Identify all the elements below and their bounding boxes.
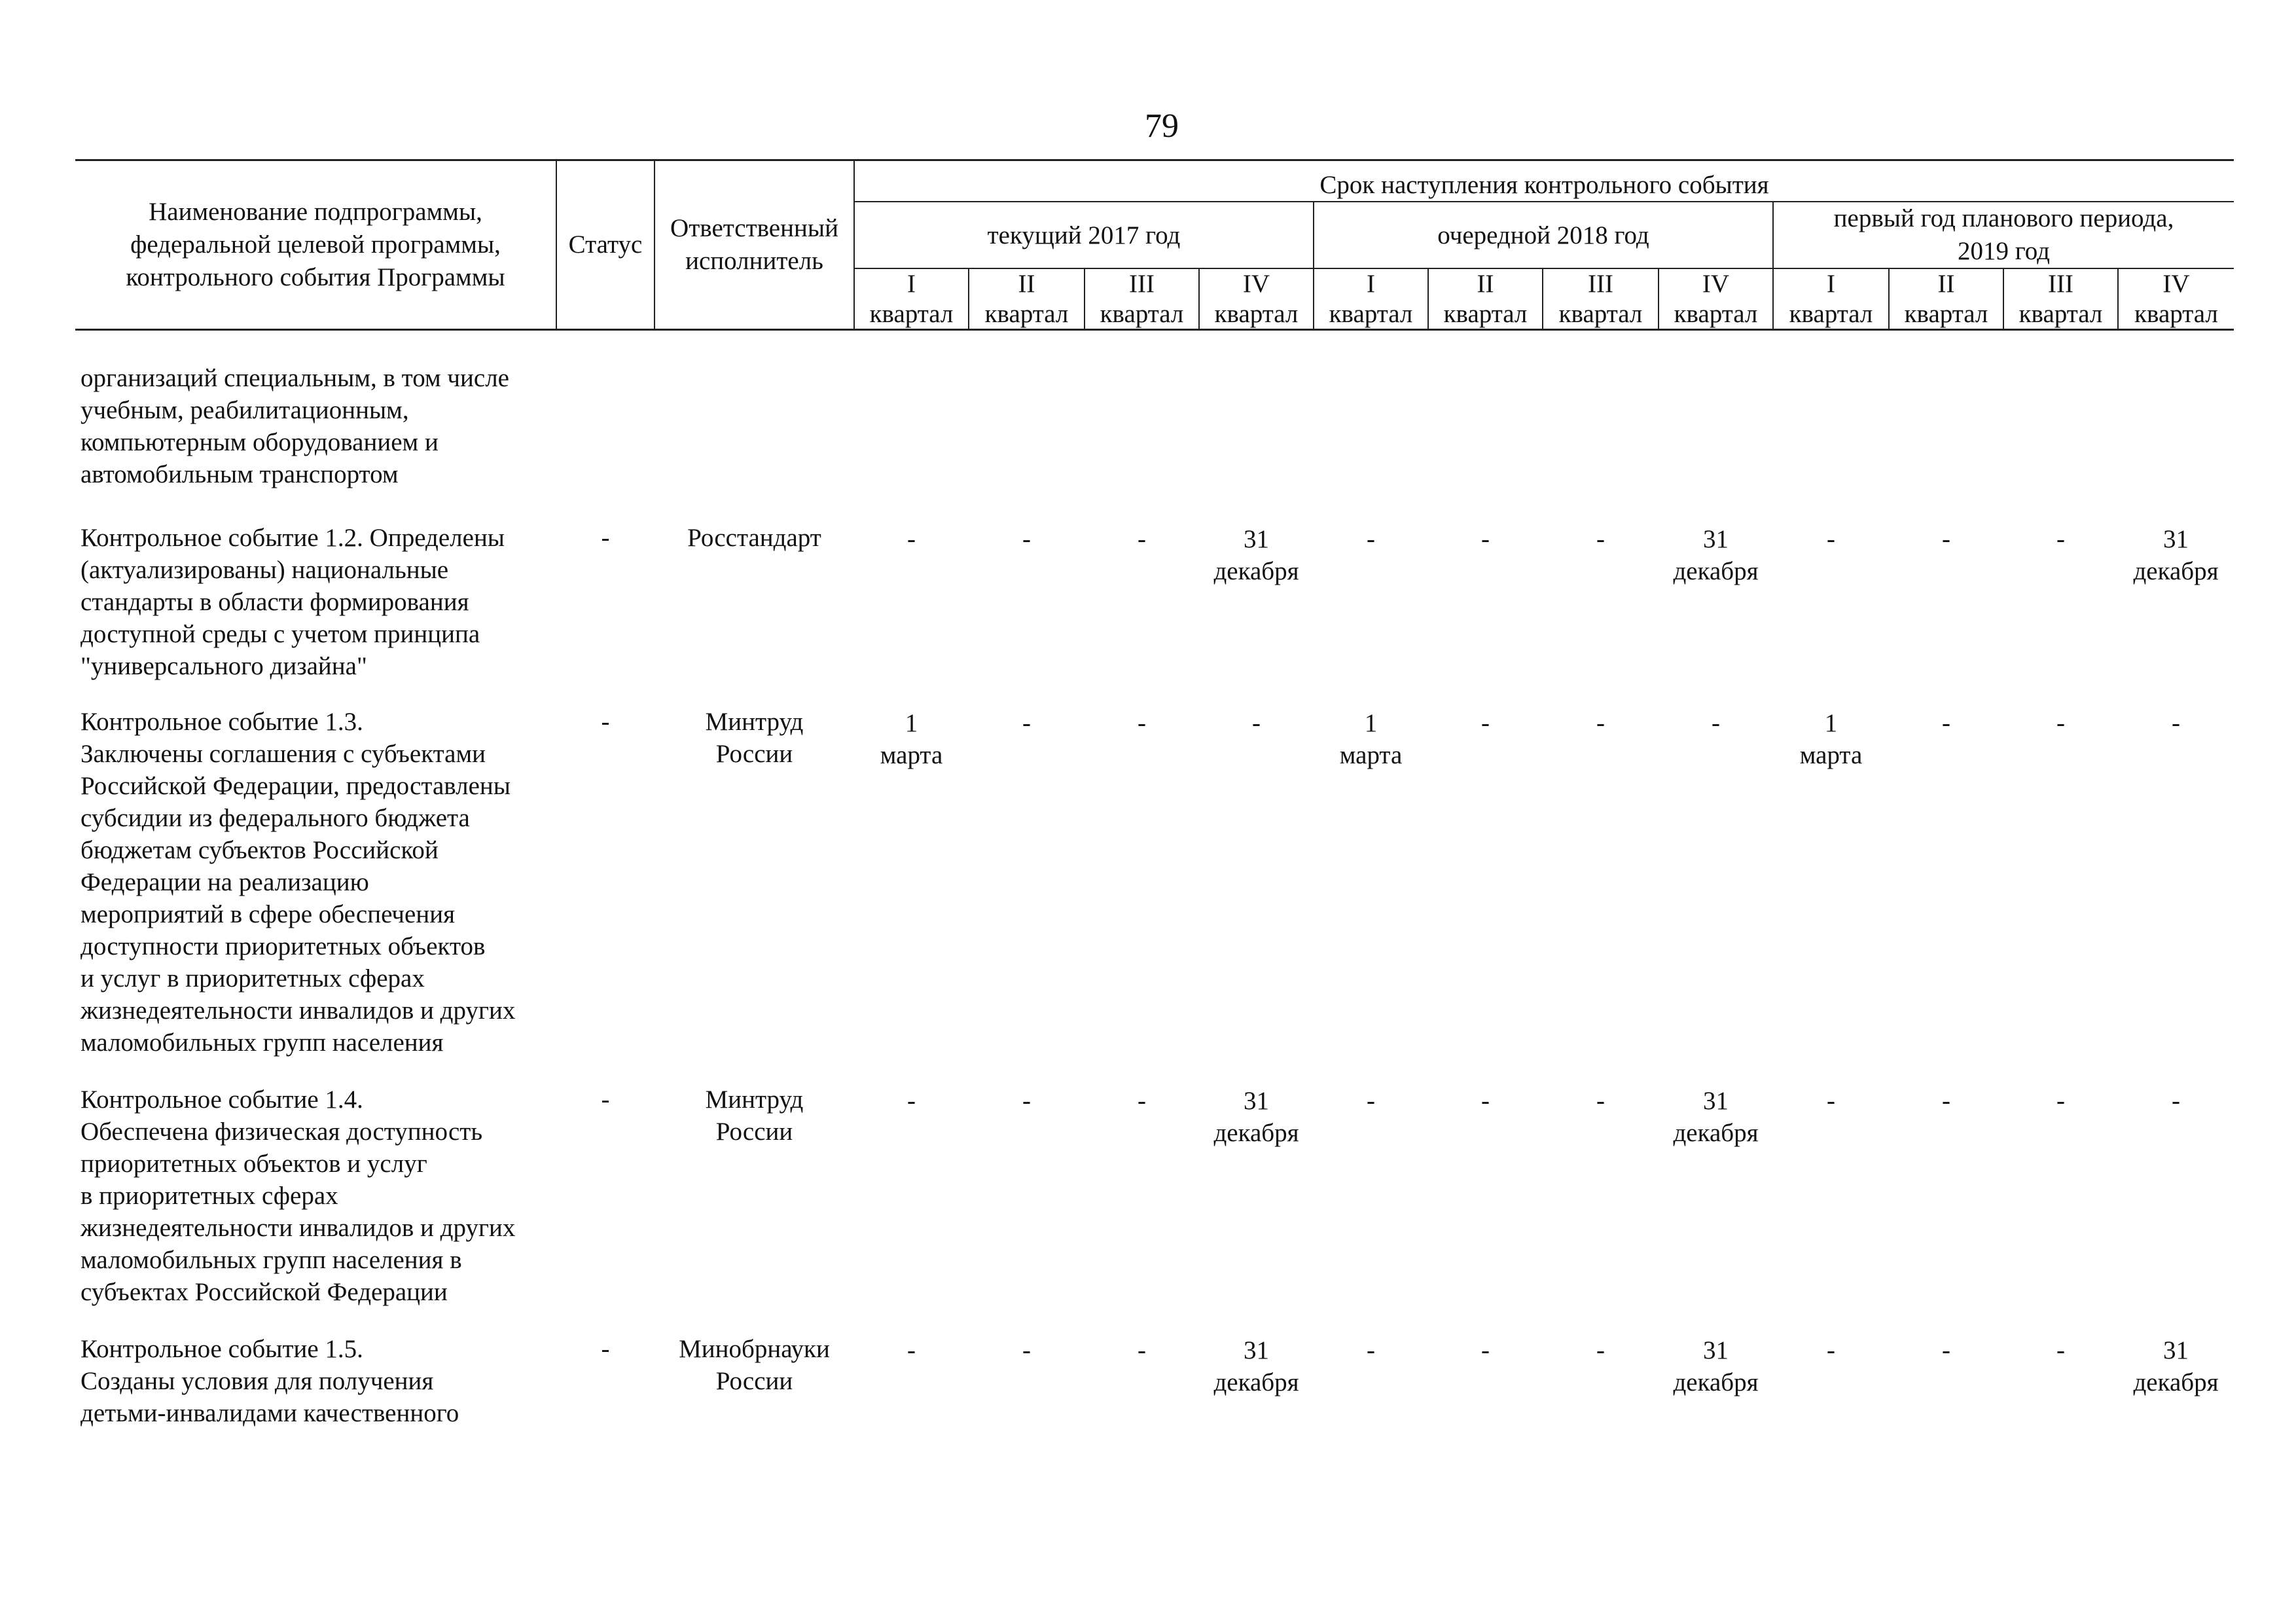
row-name-line: детьми-инвалидами качественного xyxy=(81,1398,459,1427)
row-name xyxy=(75,1059,556,1308)
row-name-line: Российской Федерации, предоставлены xyxy=(81,771,511,800)
quarter-cell-line: 1 xyxy=(1824,708,1838,737)
quarter-cell-line: - xyxy=(1481,1336,1490,1364)
row-name-line: автомобильным транспортом xyxy=(81,460,399,488)
row-name-line: организаций специальным, в том числе xyxy=(81,363,509,392)
quarter-numeral: III xyxy=(1588,270,1613,298)
quarter-cell-line: - xyxy=(1827,524,1835,553)
quarter-cell-line: - xyxy=(1712,708,1720,737)
row-name-line: жизнедеятельности инвалидов и других xyxy=(81,996,516,1025)
quarter-cell xyxy=(2118,331,2234,490)
quarter-cell xyxy=(1314,1308,1428,1429)
table-body xyxy=(75,331,2234,1429)
row-executor-line: Минобрнауки xyxy=(679,1334,830,1363)
quarter-cell-line: - xyxy=(1596,1336,1605,1364)
quarter-cell-line: - xyxy=(1942,1336,1950,1364)
quarter-cell-line: 31 xyxy=(1703,1336,1729,1364)
quarter-cell-line: - xyxy=(1481,1086,1490,1115)
table-row xyxy=(75,490,2234,682)
header-executor-line: Ответственный xyxy=(670,213,838,242)
quarter-cell xyxy=(854,682,969,1059)
quarter-cell-line: 1 xyxy=(1364,708,1378,737)
header-year-2017: текущий 2017 год xyxy=(854,202,1314,268)
header-status: Статус xyxy=(556,161,655,329)
quarter-cell-line: 31 xyxy=(1244,1086,1269,1115)
row-name xyxy=(75,1308,556,1429)
row-name-line: и услуг в приоритетных сферах xyxy=(81,964,425,993)
table-row xyxy=(75,331,2234,490)
row-executor-line: России xyxy=(715,1117,793,1146)
quarter-cell-line: - xyxy=(1138,1086,1146,1115)
row-executor xyxy=(655,682,854,1059)
row-name-line: Контрольное событие 1.2. Определены xyxy=(81,523,505,552)
quarter-cell xyxy=(1428,331,1543,490)
quarter-cell-line: - xyxy=(2056,708,2065,737)
quarter-cell xyxy=(1428,682,1543,1059)
quarter-cell xyxy=(2003,682,2118,1059)
header-year-2019-line: первый год планового периода, xyxy=(1833,204,2174,232)
row-name-line: маломобильных групп населения xyxy=(81,1028,444,1057)
row-executor-line: России xyxy=(715,739,793,768)
quarter-cell-line: - xyxy=(1827,1086,1835,1115)
quarter-cell xyxy=(1428,490,1543,682)
quarter-cell-line: марта xyxy=(1799,740,1863,769)
quarter-cell xyxy=(1773,682,1889,1059)
quarter-numeral: IV xyxy=(1702,270,1730,298)
header-year-2018: очередной 2018 год xyxy=(1314,202,1773,268)
row-name-line: Контрольное событие 1.4. xyxy=(81,1085,363,1114)
quarter-cell xyxy=(1428,1059,1543,1308)
quarter-cell-line: 1 xyxy=(905,708,918,737)
quarter-cell-line: декабря xyxy=(2133,556,2219,585)
quarter-numeral: I xyxy=(1827,270,1835,298)
quarter-numeral: II xyxy=(1477,270,1494,298)
quarter-word: квартал xyxy=(869,300,954,328)
row-name-line: Контрольное событие 1.5. xyxy=(81,1334,363,1363)
row-status: - xyxy=(601,1085,610,1114)
quarter-cell xyxy=(1889,1059,2003,1308)
quarter-cell-line: - xyxy=(2172,708,2180,737)
row-name-line: учебным, реабилитационным, xyxy=(81,395,409,424)
quarter-cell xyxy=(2118,1059,2234,1308)
quarter-cell-line: - xyxy=(1022,524,1031,553)
quarter-word: квартал xyxy=(984,300,1069,328)
quarter-2019-2 xyxy=(1889,268,2003,329)
row-name-line: доступной среды с учетом принципа xyxy=(81,619,480,648)
quarter-cell xyxy=(1889,682,2003,1059)
quarter-cell xyxy=(1314,682,1428,1059)
row-executor xyxy=(655,331,854,490)
row-name-line: маломобильных групп населения в xyxy=(81,1245,462,1274)
quarter-cell xyxy=(1199,490,1314,682)
quarter-cell xyxy=(2118,1308,2234,1429)
quarter-cell-line: 31 xyxy=(1703,524,1729,553)
row-name-line: доступности приоритетных объектов xyxy=(81,932,486,960)
header-name-line: Наименование подпрограммы, xyxy=(149,197,482,226)
quarter-cell xyxy=(969,331,1085,490)
quarter-cell-line: - xyxy=(1367,1086,1375,1115)
quarter-cell xyxy=(1085,490,1199,682)
quarter-2017-4 xyxy=(1199,268,1314,329)
quarter-cell-line: - xyxy=(1367,1336,1375,1364)
quarter-cell xyxy=(1659,1308,1773,1429)
row-name-line: в приоритетных сферах xyxy=(81,1181,338,1210)
row-name-line: Созданы условия для получения xyxy=(81,1366,434,1395)
quarter-cell-line: марта xyxy=(1339,740,1403,769)
quarter-cell xyxy=(1085,1059,1199,1308)
quarter-cell-line: 31 xyxy=(2163,524,2189,553)
quarter-cell xyxy=(2118,682,2234,1059)
quarter-cell-line: 31 xyxy=(2163,1336,2189,1364)
quarter-word: квартал xyxy=(2018,300,2103,328)
quarter-cell-line: - xyxy=(1022,1336,1031,1364)
quarter-cell xyxy=(2003,1308,2118,1429)
quarter-cell xyxy=(2003,1059,2118,1308)
quarter-cell xyxy=(1773,331,1889,490)
header-name-line: федеральной целевой программы, xyxy=(130,230,501,259)
quarter-cell xyxy=(1889,490,2003,682)
header-name xyxy=(75,161,556,329)
quarter-cell-line: декабря xyxy=(1213,1368,1299,1396)
quarter-2019-4 xyxy=(2118,268,2234,329)
quarter-cell xyxy=(854,331,969,490)
quarter-cell-line: - xyxy=(1942,708,1950,737)
quarter-cell xyxy=(1773,1308,1889,1429)
quarter-cell-line: 31 xyxy=(1703,1086,1729,1115)
quarter-2018-4 xyxy=(1659,268,1773,329)
table-row xyxy=(75,1059,2234,1308)
row-executor xyxy=(655,1059,854,1308)
quarter-cell-line: - xyxy=(1596,1086,1605,1115)
quarter-numeral: II xyxy=(1937,270,1955,298)
quarter-cell-line: - xyxy=(1252,708,1261,737)
quarter-word: квартал xyxy=(1674,300,1758,328)
row-status: - xyxy=(601,523,610,552)
quarter-cell xyxy=(1543,1308,1659,1429)
quarter-word: квартал xyxy=(1443,300,1528,328)
quarter-word: квартал xyxy=(1558,300,1643,328)
quarter-cell xyxy=(1543,331,1659,490)
table-row xyxy=(75,1308,2234,1429)
quarter-cell-line: - xyxy=(1481,524,1490,553)
quarter-cell xyxy=(1543,682,1659,1059)
quarter-word: квартал xyxy=(2134,300,2218,328)
header-year-2019 xyxy=(1773,202,2234,268)
quarter-2017-3 xyxy=(1085,268,1199,329)
quarter-cell xyxy=(1889,1308,2003,1429)
quarter-cell xyxy=(2118,490,2234,682)
quarter-cell xyxy=(1085,682,1199,1059)
quarter-cell-line: - xyxy=(1596,708,1605,737)
quarter-cell xyxy=(1659,490,1773,682)
quarter-cell-line: декабря xyxy=(1673,556,1759,585)
quarter-cell-line: - xyxy=(1827,1336,1835,1364)
control-events-table xyxy=(75,159,2234,1429)
quarter-2018-2 xyxy=(1428,268,1543,329)
quarter-2017-2 xyxy=(969,268,1085,329)
quarter-cell xyxy=(1314,331,1428,490)
quarter-cell-line: - xyxy=(907,1086,916,1115)
quarter-cell xyxy=(2003,331,2118,490)
row-name-line: Федерации на реализацию xyxy=(81,867,369,896)
header-executor xyxy=(655,161,854,329)
table-row xyxy=(75,682,2234,1059)
quarter-cell-line: - xyxy=(2056,1086,2065,1115)
quarter-cell-line: декабря xyxy=(1673,1118,1759,1147)
quarter-cell-line: - xyxy=(1022,1086,1031,1115)
header-year-2019-line: 2019 год xyxy=(1958,237,2050,265)
row-name-line: (актуализированы) национальные xyxy=(81,555,449,584)
quarter-cell-line: - xyxy=(2056,524,2065,553)
row-name-line: субъектах Российской Федерации xyxy=(81,1277,448,1306)
quarter-numeral: I xyxy=(907,270,916,298)
quarter-word: квартал xyxy=(1100,300,1184,328)
quarter-cell xyxy=(1199,1308,1314,1429)
quarter-cell xyxy=(1428,1308,1543,1429)
quarter-cell xyxy=(969,1059,1085,1308)
header-name-line: контрольного события Программы xyxy=(126,263,505,291)
quarter-cell xyxy=(854,1308,969,1429)
quarter-cell-line: - xyxy=(1138,524,1146,553)
quarter-cell xyxy=(1659,331,1773,490)
quarter-cell xyxy=(1543,490,1659,682)
quarter-cell xyxy=(1199,1059,1314,1308)
row-executor-line: Росстандарт xyxy=(687,523,821,552)
quarter-word: квартал xyxy=(1904,300,1988,328)
row-executor xyxy=(655,490,854,682)
quarter-2018-1 xyxy=(1314,268,1428,329)
page-number: 79 xyxy=(1145,107,1179,145)
quarter-cell-line: - xyxy=(907,1336,916,1364)
quarter-cell-line: - xyxy=(1596,524,1605,553)
quarter-cell-line: - xyxy=(1022,708,1031,737)
quarter-numeral: IV xyxy=(1242,270,1270,298)
quarter-cell-line: - xyxy=(1942,1086,1950,1115)
quarter-word: квартал xyxy=(1329,300,1413,328)
row-name-line: мероприятий в сфере обеспечения xyxy=(81,900,456,928)
quarter-cell xyxy=(1199,682,1314,1059)
quarter-cell-line: марта xyxy=(880,740,943,769)
quarter-cell xyxy=(969,682,1085,1059)
quarter-numeral: III xyxy=(2048,270,2073,298)
row-name-line: Заключены соглашения с субъектами xyxy=(81,739,486,768)
header-deadline-title: Срок наступления контрольного события xyxy=(854,161,2234,202)
quarter-cell-line: - xyxy=(1481,708,1490,737)
quarter-cell-line: декабря xyxy=(1213,556,1299,585)
quarter-cell xyxy=(2003,490,2118,682)
quarter-cell-line: - xyxy=(907,524,916,553)
quarter-cell-line: декабря xyxy=(1673,1368,1759,1396)
quarter-2019-1 xyxy=(1773,268,1889,329)
row-executor-line: России xyxy=(715,1366,793,1395)
row-status: - xyxy=(601,707,610,736)
row-name-line: Обеспечена физическая доступность xyxy=(81,1117,483,1146)
row-name-line: жизнедеятельности инвалидов и других xyxy=(81,1213,516,1242)
quarter-cell-line: - xyxy=(1138,1336,1146,1364)
quarter-numeral: II xyxy=(1018,270,1035,298)
quarter-cell xyxy=(1889,331,2003,490)
quarter-cell xyxy=(969,1308,1085,1429)
quarter-numeral: IV xyxy=(2162,270,2190,298)
row-executor-line: Минтруд xyxy=(705,707,804,736)
quarter-cell-line: - xyxy=(1367,524,1375,553)
quarter-cell xyxy=(1659,682,1773,1059)
quarter-cell xyxy=(969,490,1085,682)
quarter-cell xyxy=(1085,331,1199,490)
quarter-cell xyxy=(1199,331,1314,490)
row-name-line: приоритетных объектов и услуг xyxy=(81,1149,427,1178)
quarter-cell xyxy=(854,490,969,682)
quarter-cell xyxy=(1773,1059,1889,1308)
row-name-line: "универсального дизайна" xyxy=(81,651,367,680)
quarter-numeral: I xyxy=(1367,270,1375,298)
row-executor-line: Минтруд xyxy=(705,1085,804,1114)
quarter-cell xyxy=(1659,1059,1773,1308)
row-name xyxy=(75,331,556,490)
quarter-2019-3 xyxy=(2003,268,2118,329)
quarter-cell-line: декабря xyxy=(2133,1368,2219,1396)
quarter-numeral: III xyxy=(1129,270,1155,298)
quarter-word: квартал xyxy=(1214,300,1299,328)
quarter-cell-line: - xyxy=(1942,524,1950,553)
quarter-2018-3 xyxy=(1543,268,1659,329)
quarter-cell-line: декабря xyxy=(1213,1118,1299,1147)
quarter-cell xyxy=(1314,490,1428,682)
row-executor xyxy=(655,1308,854,1429)
table-header xyxy=(75,160,2234,331)
row-name-line: бюджетам субъектов Российской xyxy=(81,835,439,864)
quarter-cell-line: 31 xyxy=(1244,524,1269,553)
quarter-cell-line: - xyxy=(2172,1086,2180,1115)
quarter-2017-1 xyxy=(854,268,969,329)
row-name xyxy=(75,490,556,682)
row-name-line: Контрольное событие 1.3. xyxy=(81,707,363,736)
quarter-cell xyxy=(854,1059,969,1308)
quarter-cell xyxy=(1543,1059,1659,1308)
row-name-line: стандарты в области формирования xyxy=(81,587,469,616)
quarter-cell-line: - xyxy=(1138,708,1146,737)
quarter-cell xyxy=(1085,1308,1199,1429)
quarter-cell-line: - xyxy=(2056,1336,2065,1364)
quarter-cell xyxy=(1314,1059,1428,1308)
row-name-line: компьютерным оборудованием и xyxy=(81,428,439,456)
row-status xyxy=(556,331,655,490)
row-name-line: субсидии из федерального бюджета xyxy=(81,803,470,832)
quarter-cell-line: 31 xyxy=(1244,1336,1269,1364)
header-executor-line: исполнитель xyxy=(685,246,823,275)
quarter-cell xyxy=(1773,490,1889,682)
row-status: - xyxy=(601,1334,610,1363)
quarter-word: квартал xyxy=(1789,300,1873,328)
row-name xyxy=(75,682,556,1059)
